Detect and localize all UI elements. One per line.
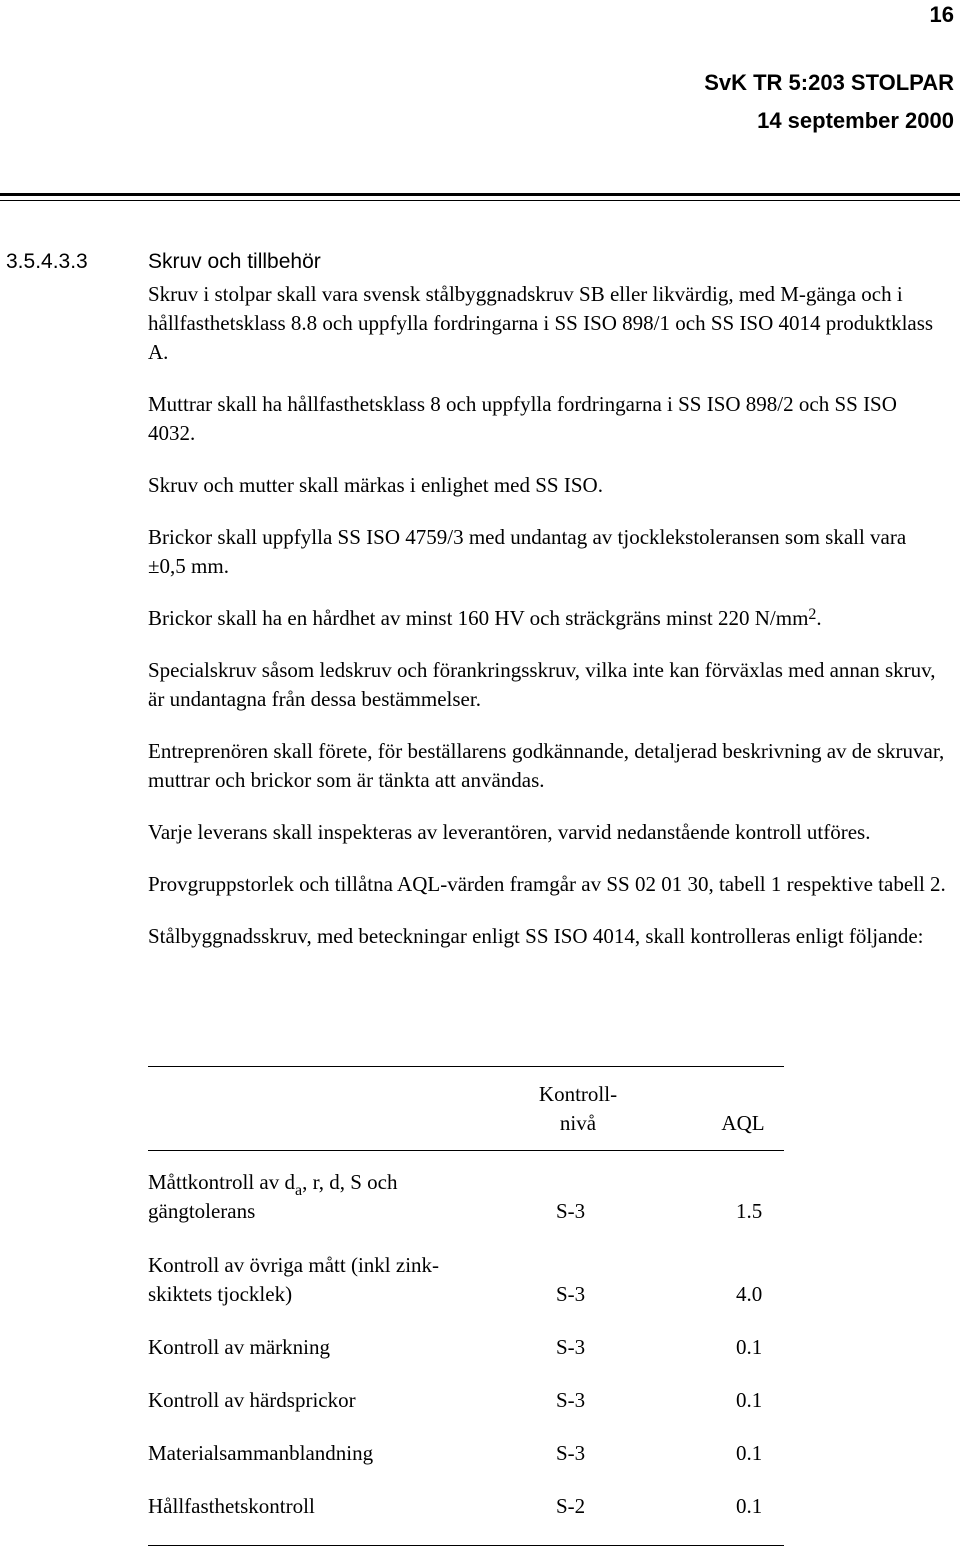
row-label xyxy=(148,1168,508,1226)
table-row xyxy=(148,1304,784,1362)
row-label-line1 xyxy=(148,1168,508,1197)
header-rule-thin xyxy=(0,200,960,201)
table-row xyxy=(148,1251,784,1309)
row-aql: 0.1 xyxy=(736,1335,763,1359)
row-control-level: S-3 xyxy=(556,1199,586,1223)
row-label-line2: gängtolerans xyxy=(148,1199,256,1223)
table-row xyxy=(148,1357,784,1415)
paragraph-delivery-inspection: Varje leverans skall inspekteras av leverantören, varvid nedanstående kontroll utföres. xyxy=(148,820,871,844)
row-control-level: S-3 xyxy=(556,1441,586,1465)
superscript-squared: 2 xyxy=(808,606,817,623)
row-label-line2: Kontroll av märkning xyxy=(148,1335,330,1359)
paragraph-structural-bolt-control: Stålbyggnadsskruv, med beteckningar enligt SS ISO 4014, skall kontrolleras enligt följande: xyxy=(148,924,924,948)
table-row xyxy=(148,1410,784,1468)
row-label-line2: skiktets tjocklek) xyxy=(148,1282,293,1306)
row-aql: 1.5 xyxy=(736,1199,763,1223)
row-aql: 0.1 xyxy=(736,1494,763,1518)
paragraph-special-bolts: Specialskruv såsom ledskruv och förankringsskruv, vilka inte kan förväxlas med annan skruv, är undantagna från dessa bestämmelser. xyxy=(148,658,936,711)
washer-hardness-text: Brickor skall ha en hårdhet av minst 160 HV och sträckgräns minst 220 N/mm xyxy=(148,606,809,630)
paragraph-sample-size: Provgruppstorlek och tillåtna AQL-värden framgår av SS 02 01 30, tabell 1 respektive tabell 2. xyxy=(148,872,946,896)
paragraph-bolt-requirements: Skruv i stolpar skall vara svensk stålbyggnadskruv SB eller likvärdig, med M-gänga och i hållfasthetsklass 8.8 och uppfylla fordringarna i SS ISO 898/1 och SS ISO 4014 produktklass A. xyxy=(148,282,934,364)
paragraph-washer-hardness xyxy=(148,604,948,633)
paragraph-marking: Skruv och mutter skall märkas i enlighet med SS ISO. xyxy=(148,473,603,497)
row-label-line2: Materialsammanblandning xyxy=(148,1441,374,1465)
column-header-aql: AQL xyxy=(721,1111,765,1135)
row-label-text: Måttkontroll av d xyxy=(148,1170,295,1194)
row-aql: 0.1 xyxy=(736,1388,763,1412)
row-label-line1: Kontroll av övriga mått (inkl zink- xyxy=(148,1253,440,1277)
section-number: 3.5.4.3.3 xyxy=(6,250,88,273)
row-control-level: S-3 xyxy=(556,1388,586,1412)
row-control-level: S-2 xyxy=(556,1494,586,1518)
subscript-a: a xyxy=(294,1182,303,1199)
column-header-control-level-line2: nivå xyxy=(559,1111,597,1135)
table-row xyxy=(148,1463,784,1521)
row-aql: 0.1 xyxy=(736,1441,763,1465)
row-label xyxy=(148,1251,508,1309)
section-heading: Skruv och tillbehör xyxy=(148,250,321,273)
paragraph-contractor-description: Entreprenören skall förete, för beställarens godkännande, detaljerad beskrivning av de skruvar, muttrar och brickor som är tänkta att användas. xyxy=(148,739,945,792)
row-control-level: S-3 xyxy=(556,1335,586,1359)
washer-hardness-end: . xyxy=(816,606,822,630)
row-label-line2: Kontroll av härdsprickor xyxy=(148,1388,356,1412)
row-label-text-cont: , r, d, S och xyxy=(302,1170,398,1194)
section-body xyxy=(148,280,948,974)
paragraph-nut-requirements: Muttrar skall ha hållfasthetsklass 8 och uppfylla fordringarna i SS ISO 898/2 och SS ISO 4032. xyxy=(148,392,897,445)
column-header-control-level-line1: Kontroll- xyxy=(538,1082,618,1106)
row-control-level: S-3 xyxy=(556,1282,586,1306)
row-aql: 4.0 xyxy=(736,1282,763,1306)
table-rule-top xyxy=(148,1066,784,1067)
column-header-control-level xyxy=(528,1080,628,1138)
document-date: 14 september 2000 xyxy=(757,108,954,133)
row-label xyxy=(148,1492,508,1521)
header-rule-thick xyxy=(0,193,960,196)
paragraph-washer-tolerance: Brickor skall uppfylla SS ISO 4759/3 med undantag av tjocklekstoleransen som skall vara ±0,5 mm. xyxy=(148,525,907,578)
table-rule-header xyxy=(148,1150,784,1151)
page-number: 16 xyxy=(929,2,954,27)
row-label-line2: Hållfasthetskontroll xyxy=(148,1494,315,1518)
document-title: SvK TR 5:203 STOLPAR xyxy=(704,70,954,95)
table-row xyxy=(148,1168,784,1226)
